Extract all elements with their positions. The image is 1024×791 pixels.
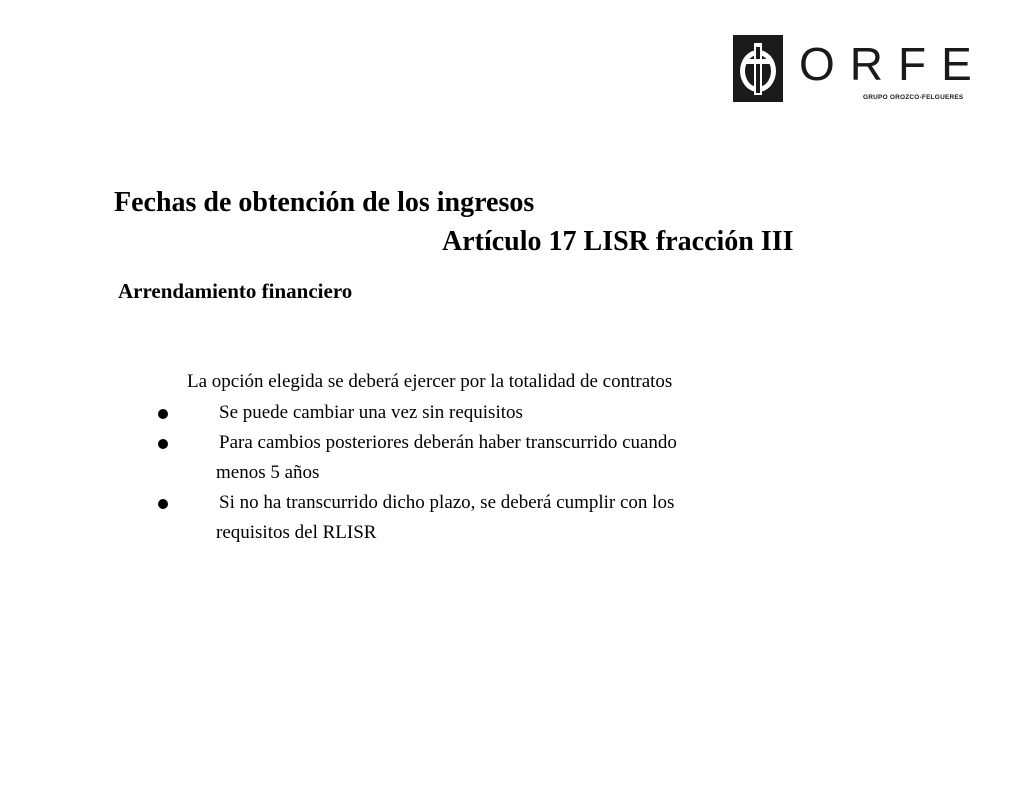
bullet-list (158, 398, 818, 548)
bullet-text: Para cambios posteriores deberán haber transcurrido cuando (219, 432, 677, 453)
intro-text: La opción elegida se deberá ejercer por la totalidad de contratos (187, 371, 673, 392)
bullet-icon (158, 409, 168, 419)
bullet-text-continuation: menos 5 años (216, 462, 320, 483)
bullet-text: Se puede cambiar una vez sin requisitos (219, 402, 523, 423)
list-item (158, 428, 818, 488)
orfe-emblem-icon (733, 35, 783, 102)
slide-subtitle: Artículo 17 LISR fracción III (442, 226, 794, 257)
slide-title: Fechas de obtención de los ingresos (114, 187, 535, 218)
section-heading: Arrendamiento financiero (118, 279, 353, 303)
company-logo (733, 35, 987, 105)
logo-wordmark: ORFE (799, 38, 987, 90)
bullet-text: Si no ha transcurrido dicho plazo, se deberá cumplir con los (219, 492, 675, 513)
logo-tagline: GRUPO OROZCO-FELGUERES (863, 94, 964, 101)
bullet-icon (158, 499, 168, 509)
list-item (158, 488, 818, 548)
bullet-icon (158, 439, 168, 449)
bullet-text-continuation: requisitos del RLISR (216, 522, 377, 543)
list-item (158, 398, 818, 428)
